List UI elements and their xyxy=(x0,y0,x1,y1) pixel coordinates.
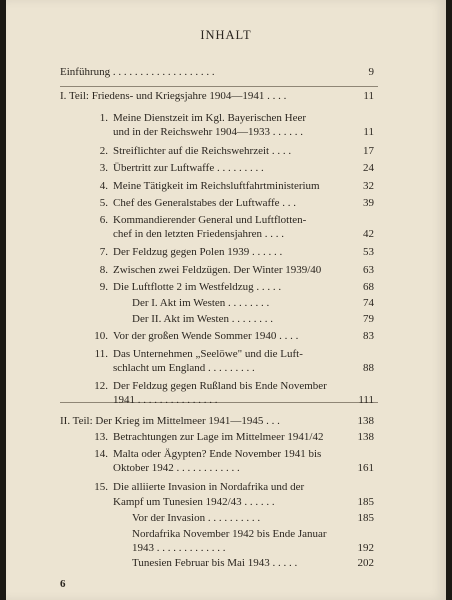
toc-entry-page: 11 xyxy=(363,126,374,138)
divider xyxy=(60,86,378,87)
toc-entry-text: Einführung . . . . . . . . . . . . . . . . . . . xyxy=(60,66,215,78)
toc-entry-number: 15. xyxy=(94,481,108,493)
toc-subentry-text: Nordafrika November 1942 bis Ende Januar xyxy=(132,528,327,540)
toc-entry-text: Die alliierte Invasion in Nordafrika und der xyxy=(113,481,305,493)
toc-entry-text: Zwischen zwei Feldzügen. Der Winter 1939/40 xyxy=(113,264,322,276)
toc-entry-page: 32 xyxy=(363,180,374,192)
toc-entry-page: 202 xyxy=(357,557,374,569)
toc-entry-number: 6. xyxy=(99,214,108,226)
toc-entry-page: 63 xyxy=(363,264,374,276)
toc-subentry-text: 1943 . . . . . . . . . . . . . xyxy=(132,542,226,554)
toc-entry-number: 12. xyxy=(94,380,108,392)
toc-entry-page: 68 xyxy=(363,281,374,293)
toc-entry-text: 1941 . . . . . . . . . . . . . . . xyxy=(113,394,218,406)
page-number: 6 xyxy=(60,578,66,590)
toc-entry-text: chef in den letzten Friedensjahren . . . . xyxy=(113,228,285,240)
toc-entry-text: Streiflichter auf die Reichswehrzeit . . . . xyxy=(113,145,292,157)
divider xyxy=(60,402,378,403)
toc-entry-text: Der Feldzug gegen Polen 1939 . . . . . . xyxy=(113,246,283,258)
toc-entry-text: schlacht um England . . . . . . . . . xyxy=(113,362,255,374)
toc-entry-number: 5. xyxy=(99,197,108,209)
toc-entry-page: 74 xyxy=(363,297,374,309)
toc-entry-page: 24 xyxy=(363,162,374,174)
toc-part-heading: I. Teil: Friedens- und Kriegsjahre 1904—1941 . . . . xyxy=(60,90,287,102)
toc-entry-number: 11. xyxy=(94,348,108,360)
toc-entry-page: 79 xyxy=(363,313,374,325)
toc-entry-page: 185 xyxy=(357,512,374,524)
book-page xyxy=(6,0,446,600)
toc-entry-number: 1. xyxy=(99,112,108,124)
toc-subentry-text: Der I. Akt im Westen . . . . . . . . xyxy=(132,297,270,309)
toc-entry-text: und in der Reichswehr 1904—1933 . . . . . . xyxy=(113,126,304,138)
toc-entry-text: Chef des Generalstabes der Luftwaffe . . . xyxy=(113,197,297,209)
toc-entry-text: Der Feldzug gegen Rußland bis Ende November xyxy=(113,380,327,392)
toc-entry-page: 161 xyxy=(357,462,374,474)
toc-entry-page: 9 xyxy=(368,66,374,78)
toc-subentry-text: Der II. Akt im Westen . . . . . . . . xyxy=(132,313,273,325)
toc-entry-number: 13. xyxy=(94,431,108,443)
toc-entry-text: Oktober 1942 . . . . . . . . . . . . xyxy=(113,462,240,474)
toc-entry-number: 10. xyxy=(94,330,108,342)
toc-entry-page: 138 xyxy=(357,415,374,427)
toc-entry-page: 88 xyxy=(363,362,374,374)
toc-subentry-text: Tunesien Februar bis Mai 1943 . . . . . xyxy=(132,557,298,569)
toc-entry-number: 9. xyxy=(99,281,108,293)
toc-subentry-text: Vor der Invasion . . . . . . . . . . xyxy=(132,512,261,524)
toc-entry-page: 185 xyxy=(357,496,374,508)
toc-entry-text: Kampf um Tunesien 1942/43 . . . . . . xyxy=(113,496,275,508)
toc-entry-text: Kommandierender General und Luftflotten- xyxy=(113,214,307,226)
toc-entry-number: 3. xyxy=(99,162,108,174)
toc-entry-page: 42 xyxy=(363,228,374,240)
toc-entry-page: 83 xyxy=(363,330,374,342)
toc-entry-text: Übertritt zur Luftwaffe . . . . . . . . . xyxy=(113,162,264,174)
toc-entry-number: 14. xyxy=(94,448,108,460)
toc-entry-page: 53 xyxy=(363,246,374,258)
toc-entry-page: 39 xyxy=(363,197,374,209)
toc-entry-number: 2. xyxy=(99,145,108,157)
toc-entry-number: 7. xyxy=(99,246,108,258)
toc-entry-text: Betrachtungen zur Lage im Mittelmeer 1941/42 xyxy=(113,431,324,443)
toc-entry-page: 138 xyxy=(357,431,374,443)
toc-entry-text: Malta oder Ägypten? Ende November 1941 bis xyxy=(113,448,322,460)
toc-entry-page: 192 xyxy=(357,542,374,554)
toc-entry-text: Die Luftflotte 2 im Westfeldzug . . . . . xyxy=(113,281,282,293)
toc-entry-text: Vor der großen Wende Sommer 1940 . . . . xyxy=(113,330,299,342)
toc-entry-text: Das Unternehmen „Seelöwe" und die Luft- xyxy=(113,348,303,360)
toc-entry-text: Meine Dienstzeit im Kgl. Bayerischen Heer xyxy=(113,112,307,124)
toc-entry-page: 111 xyxy=(358,394,374,406)
toc-part-heading: II. Teil: Der Krieg im Mittelmeer 1941—1945 . . . xyxy=(60,415,280,427)
toc-entry-number: 8. xyxy=(99,264,108,276)
toc-entry-page: 17 xyxy=(363,145,374,157)
toc-entry-text: Meine Tätigkeit im Reichsluftfahrtministerium xyxy=(113,180,320,192)
toc-entry-number: 4. xyxy=(99,180,108,192)
toc-entry-page: 11 xyxy=(363,90,374,102)
page-title: INHALT xyxy=(200,28,252,42)
